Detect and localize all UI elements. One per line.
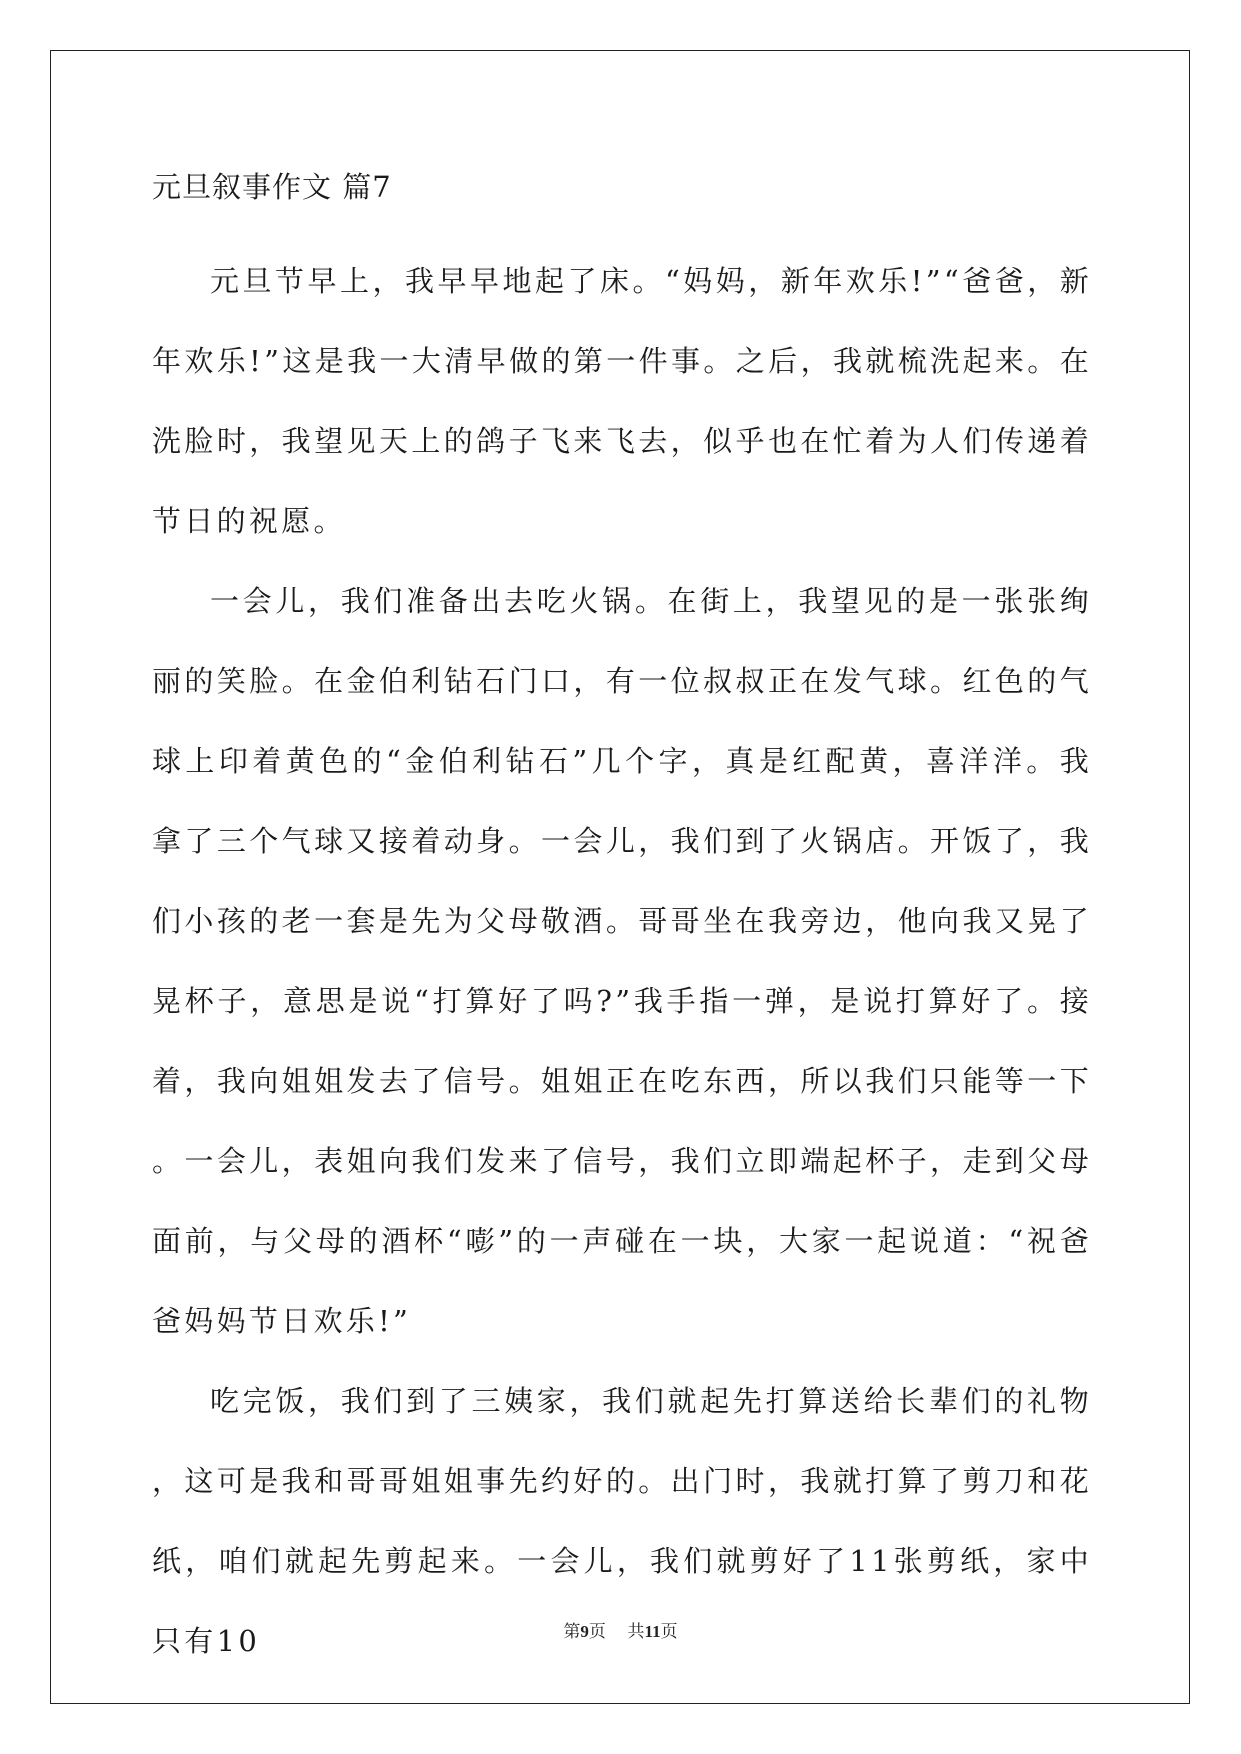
paragraph: 元旦节早上，我早早地起了床。“妈妈，新年欢乐!”“爸爸，新年欢乐!”这是我一大清早做的第一件事。之后，我就梳洗起来。在洗脸时，我望见天上的鸽子飞来飞去，似乎也在忙着为人们传递着节日的祝愿。 bbox=[152, 264, 1092, 538]
page-footer bbox=[0, 1620, 1241, 1644]
page-prefix: 第 bbox=[563, 1622, 581, 1642]
total-suffix: 页 bbox=[660, 1622, 678, 1642]
essay-title: 元旦叙事作文 篇7 bbox=[152, 170, 392, 204]
document-body bbox=[152, 167, 1092, 1681]
total-pages: 11 bbox=[644, 1622, 661, 1641]
page-suffix: 页 bbox=[588, 1622, 606, 1642]
paragraph: 一会儿，我们准备出去吃火锅。在街上，我望见的是一张张绚丽的笑脸。在金伯利钻石门口，有一位叔叔正在发气球。红色的气球上印着黄色的“金伯利钻石”几个字，真是红配黄，喜洋洋。我拿了三个气球又接着动身。一会儿，我们到了火锅店。开饭了，我们小孩的老一套是先为父母敬酒。哥哥坐在我旁边，他向我又晃了晃杯子，意思是说“打算好了吗?”我手指一弹，是说打算好了。接着，我向姐姐发去了信号。姐姐正在吃东西，所以我们只能等一下。一会儿，表姐向我们发来了信号，我们立即端起杯子，走到父母面前，与父母的酒杯“嘭”的一声碰在一块，大家一起说道：“祝爸爸妈妈节日欢乐!” bbox=[152, 584, 1092, 1338]
page-number: 9 bbox=[580, 1622, 589, 1641]
total-prefix: 共 bbox=[627, 1622, 645, 1642]
paragraph: 吃完饭，我们到了三姨家，我们就起先打算送给长辈们的礼物，这可是我和哥哥姐姐事先约好的。出门时，我就打算了剪刀和花纸，咱们就起先剪起来。一会儿，我们就剪好了11张剪纸，家中只有10 bbox=[152, 1384, 1092, 1658]
